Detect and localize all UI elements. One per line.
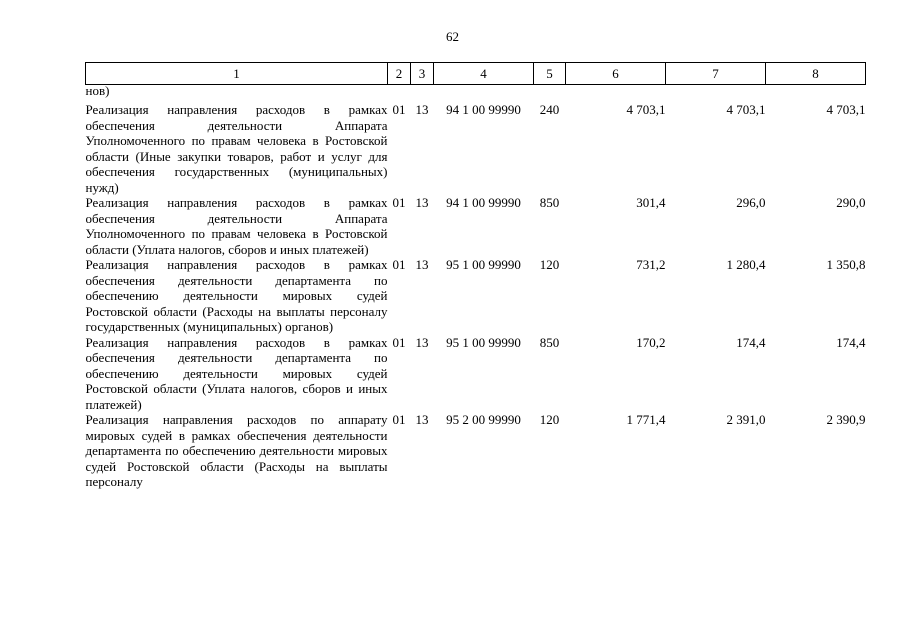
amount-year-2: 2 391,0: [726, 412, 766, 427]
amount-year-2: 296,0: [736, 195, 766, 210]
amount-year-3: 290,0: [836, 195, 866, 210]
continuation-row: [86, 85, 866, 103]
row-description: Реализация направления расходов по аппарату мировых судей в рамках обеспечения деятельности департамента по обеспечению деятельности мировых судей Ростовской области (Расходы на выплаты персоналу: [85, 412, 388, 489]
row-description: Реализация направления расходов в рамках обеспечения деятельности департамента по обеспечению деятельности мировых судей Ростовской области (Расходы на выплаты персоналу государственных (муниципальных) органов): [85, 257, 388, 334]
amount-year-3: 4 703,1: [826, 102, 866, 117]
amount-year-1: 1 771,4: [626, 412, 666, 427]
target-article-code: 94 1 00 99990: [446, 195, 521, 210]
table-row: [86, 195, 866, 257]
table-row: [86, 257, 866, 335]
page-number: 62: [446, 29, 459, 44]
section-code: 01: [392, 412, 406, 427]
header-row: [86, 63, 866, 85]
expense-type-code: 240: [539, 102, 560, 117]
subsection-code: 13: [415, 412, 429, 427]
section-code: 01: [392, 102, 406, 117]
amount-year-3: 1 350,8: [826, 257, 866, 272]
amount-year-1: 170,2: [636, 334, 666, 350]
target-article-code: 95 2 00 99990: [446, 412, 521, 427]
expense-type-code: 120: [539, 257, 560, 272]
expense-type-code: 850: [539, 334, 560, 350]
subsection-code: 13: [415, 195, 429, 210]
subsection-code: 13: [415, 257, 429, 272]
amount-year-2: 174,4: [736, 334, 766, 350]
subsection-code: 13: [415, 102, 429, 117]
section-code: 01: [392, 257, 406, 272]
column-header: 4: [434, 63, 534, 85]
amount-year-1: 731,2: [636, 257, 666, 272]
amount-year-1: 4 703,1: [626, 102, 666, 117]
amount-year-1: 301,4: [636, 195, 666, 210]
column-header: 3: [411, 63, 434, 85]
table-row: [86, 102, 866, 195]
row-description: Реализация направления расходов в рамках обеспечения деятельности Аппарата Уполномоченного по правам человека в Ростовской области (Иные закупки товаров, работ и услуг для обеспечения государственных (муниципальных) нужд): [85, 102, 388, 195]
column-header: 1: [86, 63, 388, 85]
subsection-code: 13: [415, 334, 429, 350]
expense-type-code: 850: [539, 195, 560, 210]
amount-year-2: 4 703,1: [726, 102, 766, 117]
budget-table: [85, 62, 866, 490]
amount-year-2: 1 280,4: [726, 257, 766, 272]
column-header: 6: [566, 63, 666, 85]
table-row: [86, 412, 866, 490]
amount-year-3: 174,4: [836, 334, 866, 350]
column-header: 2: [388, 63, 411, 85]
target-article-code: 94 1 00 99990: [446, 102, 521, 117]
column-header: 5: [534, 63, 566, 85]
table-row: [86, 335, 866, 413]
column-header: 7: [666, 63, 766, 85]
amount-year-3: 2 390,9: [826, 412, 866, 427]
target-article-code: 95 1 00 99990: [446, 257, 521, 272]
row-description: Реализация направления расходов в рамках обеспечения деятельности Аппарата Уполномоченного по правам человека в Ростовской области (Уплата налогов, сборов и иных платежей): [85, 195, 388, 257]
section-code: 01: [392, 195, 406, 210]
continuation-text: нов): [85, 83, 110, 98]
section-code: 01: [392, 334, 406, 350]
row-description: Реализация направления расходов в рамках обеспечения деятельности департамента по обеспечению деятельности мировых судей Ростовской области (Уплата налогов, сборов и иных платежей): [85, 334, 388, 412]
column-header: 8: [766, 63, 866, 85]
target-article-code: 95 1 00 99990: [446, 334, 521, 350]
expense-type-code: 120: [539, 412, 560, 427]
